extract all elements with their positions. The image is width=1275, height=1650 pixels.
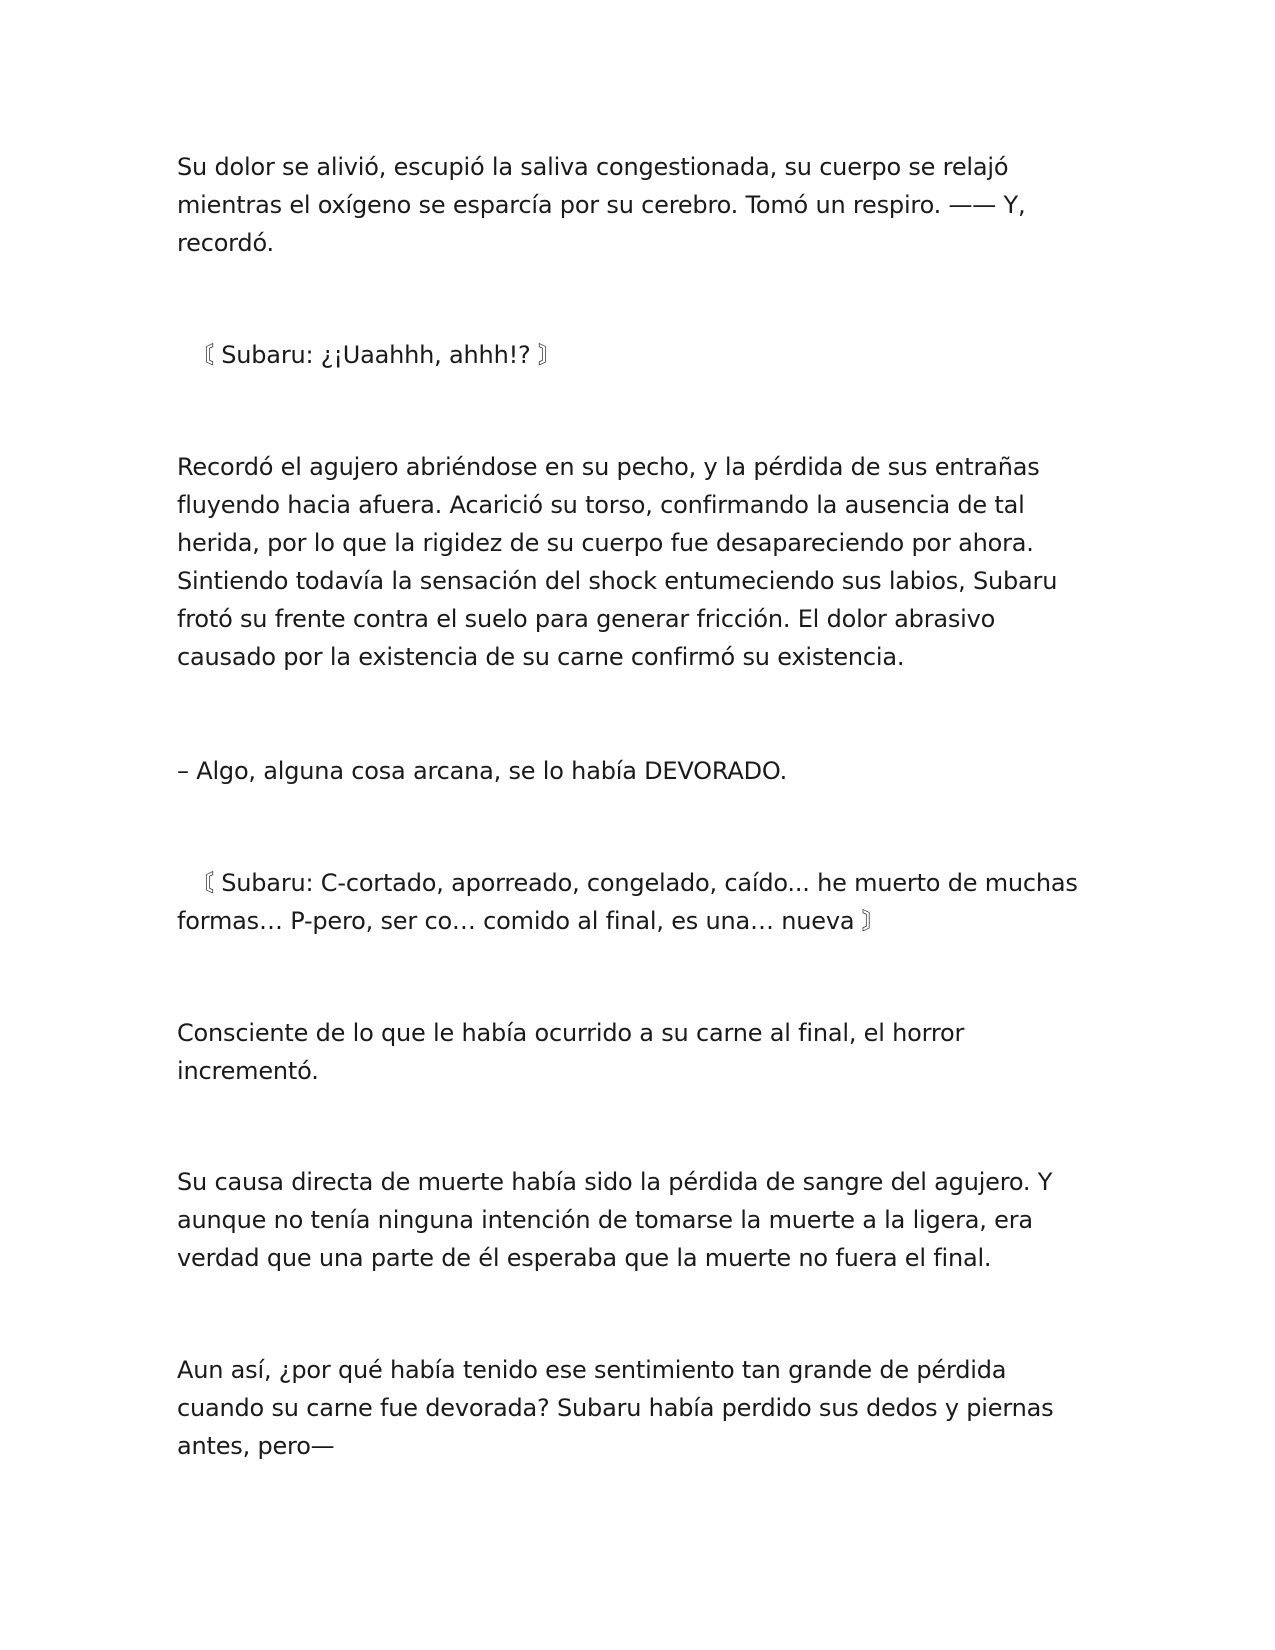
- dialogue-subaru-2-line-1: 〘 Subaru: C-cortado, aporreado, congelado, caído... he muerto de muchas: [190, 869, 1078, 897]
- dialogue-subaru-1: 〘 Subaru: ¿¡Uaahhh, ahhh!? 〙: [190, 341, 562, 369]
- paragraph-2: Recordó el agujero abriéndose en su pecho, y la pérdida de sus entrañas fluyendo hacia afuera. Acarició su torso, confirmando la ausencia de tal herida, por lo que la rigidez de su cuerpo fue desapareciendo por ahora. Sintiendo todavía la sensación del shock entumeciendo sus labios, Subaru frotó su frente contra el suelo para generar fricción. El dolor abrasivo causado por la existencia de su carne confirmó su existencia.: [177, 453, 1058, 671]
- dialogue-subaru-2: [177, 864, 1095, 940]
- paragraph-4: Consciente de lo que le había ocurrido a su carne al final, el horror incrementó.: [177, 1019, 965, 1085]
- paragraph-3: – Algo, alguna cosa arcana, se lo había DEVORADO.: [177, 757, 788, 785]
- paragraph-5: Su causa directa de muerte había sido la pérdida de sangre del agujero. Y aunque no tenía ninguna intención de tomarse la muerte a la ligera, era verdad que una parte de él esperaba que la muerte no fuera el final.: [177, 1168, 1053, 1272]
- paragraph-1: Su dolor se alivió, escupió la saliva congestionada, su cuerpo se relajó mientras el oxígeno se esparcía por su cerebro. Tomó un respiro. —— Y, recordó.: [177, 153, 1026, 257]
- paragraph-6: Aun así, ¿por qué había tenido ese sentimiento tan grande de pérdida cuando su carne fue devorada? Subaru había perdido sus dedos y piernas antes, pero—: [177, 1356, 1054, 1460]
- dialogue-subaru-2-line-2: formas… P-pero, ser co… comido al final, es una… nueva 〙: [177, 907, 886, 935]
